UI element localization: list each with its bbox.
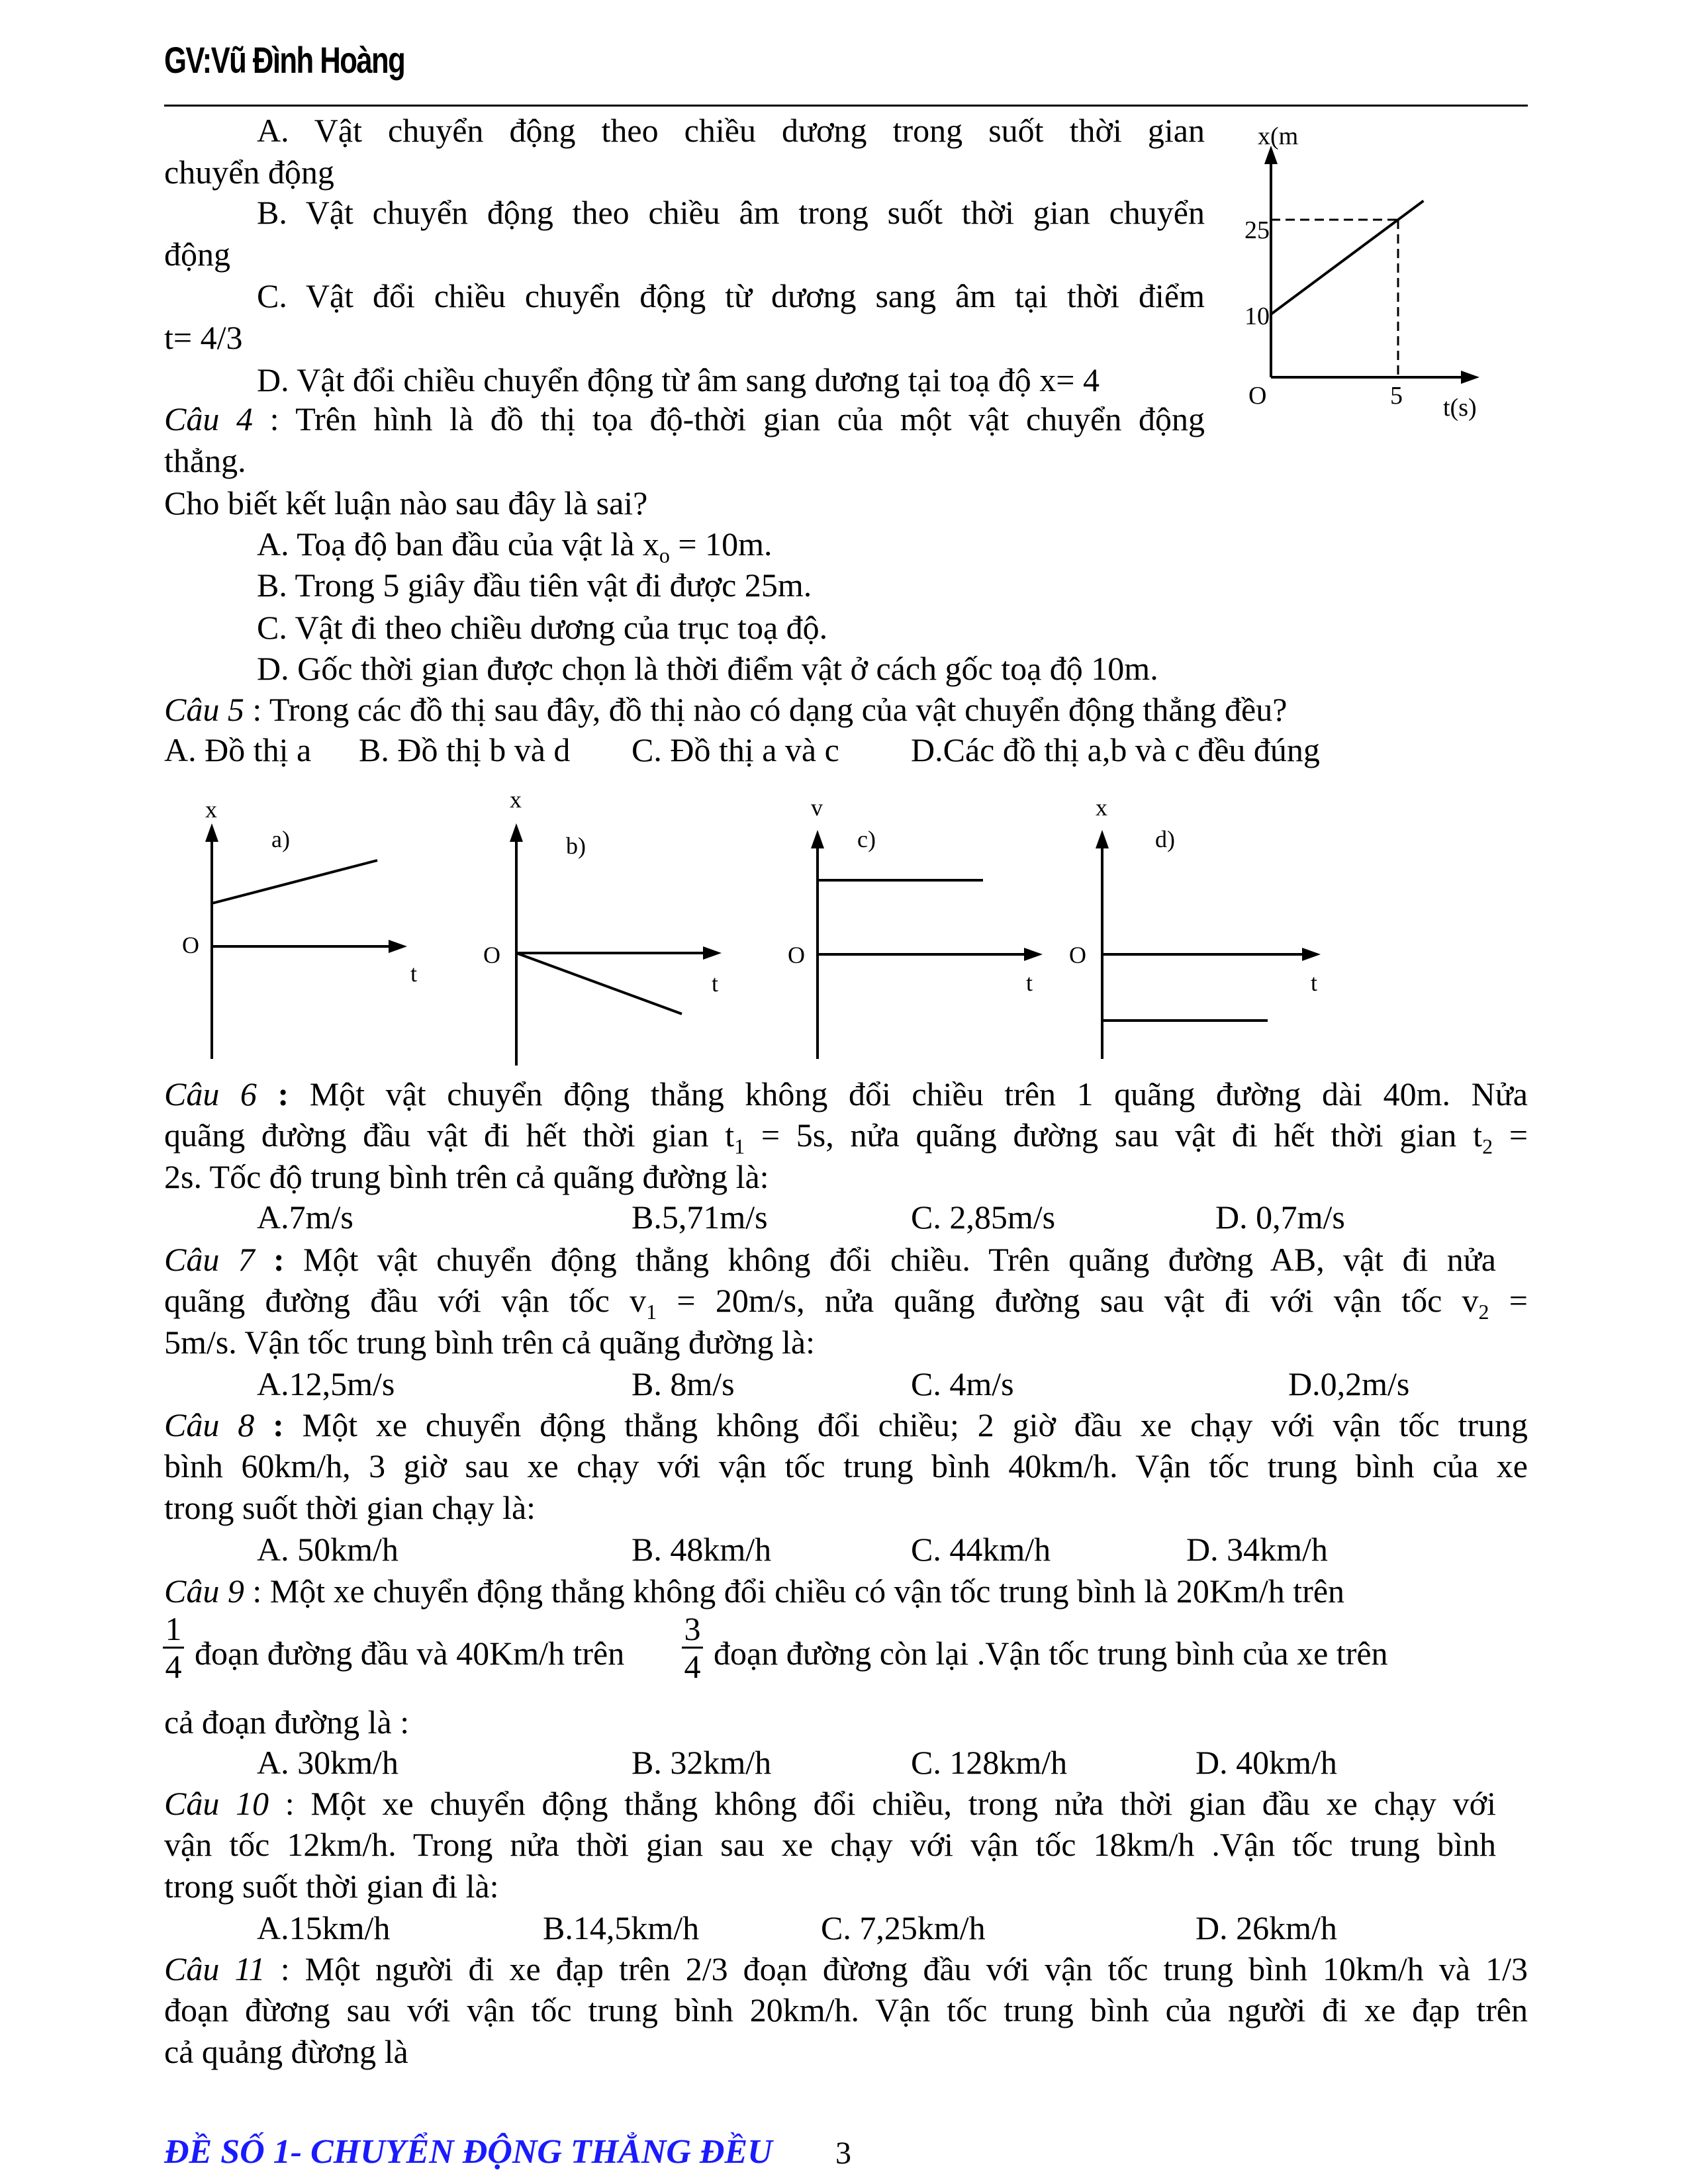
q7-line2-c: = [1489,1282,1528,1319]
q4-option-a-sub: o [659,543,670,567]
q10-line1 [164,1784,1496,1823]
graph-a-x-arrow [389,940,407,953]
q9-fraction-1-4 [163,1611,184,1684]
graph-b-x-arrow [703,946,722,960]
graph-b [477,788,741,1079]
graph-b-tag: b) [566,833,586,859]
q9-line2-b: đoạn đường còn lại .Vận tốc trung bình của xe trên [714,1635,1388,1672]
q5-option-c: C. Đồ thị a và c [632,731,839,768]
graph-c-tag: c) [857,826,876,852]
q8-line3: trong suốt thời gian chạy là: [164,1489,536,1526]
q3-option-b-line1: B. Vật chuyển động theo chiều âm trong suốt thời gian chuyển [257,194,1205,231]
footer-title: ĐỀ SỐ 1- CHUYỂN ĐỘNG THẲNG ĐỀU [164,2133,773,2171]
q4-line1 [164,400,1205,438]
q10-line3: trong suốt thời gian đi là: [164,1868,499,1905]
q4-graph-series-line [1271,201,1423,314]
q8-line2: bình 60km/h, 3 giờ sau xe chạy với vận tốc trung bình 40km/h. Vận tốc trung bình của xe [164,1447,1528,1484]
q4-line3: Cho biết kết luận nào sau đây là sai? [164,484,648,522]
q10-option-a: A.15km/h [257,1909,391,1946]
graph-c-x-arrow [1024,948,1043,961]
graph-a-tag: a) [271,826,290,852]
graph-d-y-arrow [1096,830,1109,848]
q6-option-b: B.5,71m/s [632,1199,768,1236]
q8-option-d: D. 34km/h [1186,1531,1328,1568]
q10-label: Câu 10 [164,1785,269,1822]
graph-d-tlabel: t [1310,970,1317,996]
graph-d [1066,794,1344,1072]
q9-option-c: C. 128km/h [911,1744,1068,1781]
q8-line1 [164,1406,1528,1444]
q4-option-a-pre: A. Toạ độ ban đầu của vật là x [257,525,659,563]
graph-c-tlabel: t [1025,970,1033,996]
graph-a-line [212,860,377,903]
q9-line1 [164,1571,1344,1611]
q3-option-a-line1: A. Vật chuyển động theo chiều dương trong suốt thời gian [257,112,1205,149]
q4-graph-x-arrow [1461,371,1479,384]
q6-line2-b: = 5s, nửa quãng đường sau vật đi hết thời gian t [745,1116,1483,1154]
page-number: 3 [835,2136,851,2171]
q6-colon: : [256,1075,310,1113]
q7-line2-b: = 20m/s, nửa quãng đường sau vật đi với vận tốc v [657,1282,1479,1319]
q5-label: Câu 5 [164,691,244,728]
graph-d-tag: d) [1155,826,1175,852]
q7-line3: 5m/s. Vận tốc trung bình trên cả quãng đường là: [164,1324,815,1361]
q4-graph-x-label: t(s) [1443,394,1477,422]
graph-b-y-arrow [510,823,523,842]
q8-option-b: B. 48km/h [632,1531,772,1568]
q5-line1 [164,690,1287,729]
q9-line2-a: đoạn đường đầu và 40Km/h trên [195,1635,625,1672]
q4-option-a-post: = 10m. [669,525,773,563]
q6-sub1: 1 [734,1134,745,1158]
q10-text1: : Một xe chuyển động thẳng không đổi chiều, trong nửa thời gian đầu xe chạy với [269,1785,1496,1822]
q8-option-c: C. 44km/h [911,1531,1051,1568]
q6-sub2: 2 [1482,1134,1493,1158]
q7-option-a: A.12,5m/s [257,1365,395,1402]
q5-text: : Trong các đồ thị sau đây, đồ thị nào có dạng của vật chuyển động thẳng đều? [244,691,1288,728]
graph-a-origin: O [182,932,199,958]
q9-option-b: B. 32km/h [632,1744,772,1781]
q9-option-d: D. 40km/h [1196,1744,1337,1781]
q7-line1 [164,1240,1496,1279]
q3-option-a-line2: chuyển động [164,154,334,191]
q10-option-c: C. 7,25km/h [821,1909,986,1946]
q6-option-c: C. 2,85m/s [911,1199,1056,1236]
q7-sub2: 2 [1478,1300,1489,1324]
q9-fraction-3-4 [682,1611,703,1684]
q7-option-c: C. 4m/s [911,1365,1014,1402]
graph-d-x-arrow [1302,948,1321,961]
q9-line3: cả đoạn đường là : [164,1704,410,1741]
graph-b-ylabel: x [510,788,522,813]
graph-b-tlabel: t [711,970,718,997]
q4-label: Câu 4 [164,400,253,437]
q4-line2: thẳng. [164,442,246,479]
q3-option-d: D. Vật đổi chiều chuyển động từ âm sang dương tại toạ độ x= 4 [257,361,1100,398]
graph-d-origin: O [1069,942,1086,968]
q11-label: Câu 11 [164,1950,265,1987]
q8-label: Câu 8 [164,1406,255,1443]
graph-b-line [516,953,682,1014]
q11-line3: cả quảng đừơng là [164,2033,408,2070]
q9-frac1-num: 1 [165,1610,182,1647]
q3-option-b-line2: động [164,236,230,273]
graph-c-origin: O [788,942,805,968]
q7-label: Câu 7 [164,1241,255,1278]
q10-option-d: D. 26km/h [1196,1909,1337,1946]
q5-option-a: A. Đồ thị a [164,731,312,768]
q7-line2-a: quãng đường đầu với vận tốc v [164,1282,647,1319]
q6-text1: Một vật chuyển động thẳng không đổi chiều trên 1 quãng đường dài 40m. Nửa [309,1075,1528,1113]
q9-label: Câu 9 [164,1572,244,1610]
graph-c-ylabel: v [811,794,823,821]
graph-d-ylabel: x [1096,794,1107,821]
q4-option-c: C. Vật đi theo chiều dương của trục toạ độ. [257,609,828,646]
q4-graph-ytick-25: 25 [1244,216,1270,244]
q9-text1: : Một xe chuyển động thẳng không đổi chiều có vận tốc trung bình là 20Km/h trên [244,1572,1345,1610]
graph-a-ylabel: x [205,796,217,823]
q9-frac2-den: 4 [682,1647,703,1684]
q4-graph-origin: O [1248,382,1267,410]
q7-text1: Một vật chuyển động thẳng không đổi chiều. Trên quãng đường AB, vật đi nửa [303,1241,1496,1278]
q7-line2 [164,1281,1528,1324]
q4-option-d: D. Gốc thời gian được chọn là thời điểm vật ở cách gốc toạ độ 10m. [257,650,1158,687]
q8-text1: Một xe chuyển động thẳng không đổi chiều; 2 giờ đầu xe chạy với vận tốc trung [302,1406,1528,1443]
q7-option-d: D.0,2m/s [1288,1365,1410,1402]
q5-option-b: B. Đồ thị b và d [359,731,571,768]
q7-colon: : [254,1241,303,1278]
header-rule [164,105,1528,107]
graph-a-y-arrow [205,823,218,842]
graph-b-origin: O [483,942,500,968]
q8-colon: : [254,1406,303,1443]
q11-text1: : Một người đi xe đạp trên 2/3 đoạn đừơng đầu với vận tốc trung bình 10km/h và 1/3 [265,1950,1528,1987]
q6-line2 [164,1116,1528,1159]
q6-line3: 2s. Tốc độ trung bình trên cả quãng đường là: [164,1158,769,1195]
q11-line1 [164,1950,1528,1988]
q9-option-a: A. 30km/h [257,1744,399,1781]
q4-graph-y-label: x(m [1258,122,1299,150]
q3-option-c-line1: C. Vật đổi chiều chuyển động từ dương sang âm tại thời điểm [257,277,1205,314]
q9-frac1-den: 4 [163,1647,184,1684]
q4-graph-xtick-5: 5 [1390,382,1403,410]
q6-option-a: A.7m/s [257,1199,353,1236]
q7-option-b: B. 8m/s [632,1365,735,1402]
q4-graph [1205,113,1509,443]
q6-line2-a: quãng đường đầu vật đi hết thời gian t [164,1116,735,1154]
graph-c [781,794,1059,1072]
q4-option-b: B. Trong 5 giây đầu tiên vật đi được 25m. [257,567,812,604]
graph-c-y-arrow [811,830,824,848]
q6-option-d: D. 0,7m/s [1215,1199,1345,1236]
graph-a [172,794,424,1072]
q6-line1 [164,1075,1528,1113]
q9-frac2-num: 3 [684,1610,701,1647]
q5-option-d: D.Các đồ thị a,b và c đều đúng [911,731,1320,768]
q4-text1: : Trên hình là đồ thị tọa độ-thời gian của một vật chuyển động [253,400,1205,437]
q7-sub1: 1 [646,1300,657,1324]
q6-label: Câu 6 [164,1075,257,1113]
q11-line2: đoạn đừơng sau với vận tốc trung bình 20km/h. Vận tốc trung bình của người đi xe đạp trên [164,1991,1528,2028]
q6-line2-c: = [1493,1116,1528,1154]
graph-a-tlabel: t [410,960,417,987]
q4-graph-ytick-10: 10 [1244,302,1270,330]
q8-option-a: A. 50km/h [257,1531,399,1568]
q10-option-b: B.14,5km/h [543,1909,700,1946]
teacher-name: GV:Vũ Đình Hoàng [164,39,405,81]
q10-line2: vận tốc 12km/h. Trong nửa thời gian sau xe chạy với vận tốc 18km/h .Vận tốc trung bình [164,1826,1496,1863]
q3-option-c-line2: t= 4/3 [164,319,243,356]
